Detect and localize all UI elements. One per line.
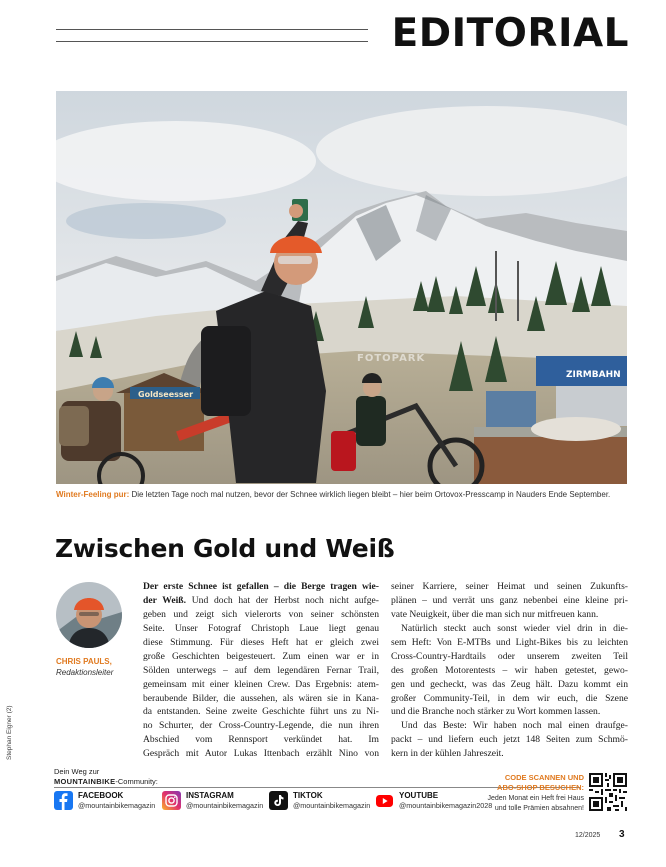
body-line: Sölden unterwegs – auf dem legendären Fernar Trail, [143,664,379,676]
body-column-right [391,580,628,761]
body-line: diese Stimmung. Für dieses Heft hat er gleich zwei [143,636,379,648]
photo-credit: Stephan Eigner (2) [6,705,13,760]
body-line: Der erste Schnee ist gefallen – die Berge tragen wie- [143,581,379,592]
body-line: großer Community-Teil, in dem wir euch, die Szene [391,692,628,704]
header-rule-bottom [56,41,368,42]
caption-text: Die letzten Tage noch mal nutzen, bevor der Schnee wirklich liegen bleibt – hier beim Ortovox-Presscamp in Nauders Ende September. [129,490,611,499]
issue-date: 12/2025 [575,832,601,839]
body-line: packt – und liefern euch jetzt 148 Seiten zum Schmö- [391,734,628,746]
author-role: Redaktionsleiter [56,668,114,677]
header-rule-top [56,29,368,30]
social-name: TIKTOK [293,791,323,800]
body-line: Seite. Unser Fotograf Christoph Laue liegt genau [143,622,379,634]
youtube-icon [375,791,394,810]
caption-lead: Winter-Feeling pur: [56,490,130,499]
body-line: gemeinsam mit einer kleinen Crew. Das Ergebnis: atem- [143,678,379,690]
body-line: des großen Motorentests – wir haben getestet, gewo- [391,664,628,676]
page-number: 3 [619,829,625,840]
author-avatar [56,582,122,648]
body-line: sem Heft: Von E-MTBs und Light-Bikes bis zu leichten [391,636,628,648]
social-handle[interactable]: @mountainbikemagazin [293,801,371,810]
hero-photo-illustration [56,91,627,484]
body-line: beraubende Bilder, die aussehen, als wären sie in Kana- [143,692,379,704]
body-line: kern in der kühlen Jahreszeit. [391,748,504,760]
facebook-icon [54,791,73,810]
hero-photo [56,91,627,484]
body-line: und die Branche noch stärker zu Wort kommen lassen. [391,706,601,718]
community-line2: MOUNTAINBIKE-Community: [54,777,158,786]
community-line1: Dein Weg zur [54,767,100,776]
abo-text: Jeden Monat ein Heft frei Haus und tolle Prämien absahnen! [487,795,584,812]
body-line: no Schurter, der Cross-Country-Legende, die nun ihren [143,720,379,732]
body-line: Gespräch mit Autor Lukas Ittenbach erzählt Nino von [143,748,379,760]
social-name: YOUTUBE [399,791,439,800]
social-handle[interactable]: @mountainbikemagazin2028 [399,801,493,810]
body-line: seiner Karriere, seiner Heimat und seinen Zukunfts- [391,581,628,592]
hut-sign: Goldseesser [138,390,194,399]
photo-caption [56,490,627,499]
body-line: große Geschichten beigesteuert. Zum einen war er in [143,650,379,662]
social-handle[interactable]: @mountainbikemagazin [186,801,264,810]
qr-code[interactable] [589,773,627,811]
body-line: plänen – und verrät uns ganz nebenbei eine kleine pri- [391,594,628,606]
article-headline: Zwischen Gold und Weiß [55,534,395,563]
body-line: Abschied vom Rennsport verkündet hat. Im [143,734,379,746]
abo-title: CODE SCANNEN UND ABO-SHOP BESUCHEN: [497,773,584,792]
body-line: Und das Beste: Wir haben noch mal einen draufge- [401,720,628,732]
body-line: vate Neuigkeit, über die man sich nur mitfreuen kann. [391,608,599,620]
community-brand: MOUNTAINBIKE [54,777,116,786]
community-callout [54,767,158,787]
body-line: gen und gecheckt, was das Zeug hält. Dazu kommt ein [391,678,628,690]
author-name: CHRIS PAULS, [56,657,112,666]
body-line: Natürlich steckt auch sonst wieder viel drin in die- [401,622,628,634]
body-line: da entstanden. Seine zweite Geschichte führt uns zu Ni- [143,706,379,718]
lift-sign: ZIRMBAHN [566,370,621,380]
social-handle[interactable]: @mountainbikemagazin [78,801,156,810]
social-name: INSTAGRAM [186,791,234,800]
body-column-left [143,580,379,761]
body-line: Cross-Country-Hardtails oder unserem zweiten Teil [391,650,628,662]
section-title: EDITORIAL [391,11,629,56]
body-line: der Weiß. Und doch hat der Herbst noch nicht aufge- [143,594,379,606]
instagram-icon [162,791,181,810]
tiktok-icon [269,791,288,810]
social-name: FACEBOOK [78,791,124,800]
body-line: geben und zeigt sich vielerorts von seiner schönsten [143,608,379,620]
photo-watermark: FOTOPARK [357,353,426,364]
